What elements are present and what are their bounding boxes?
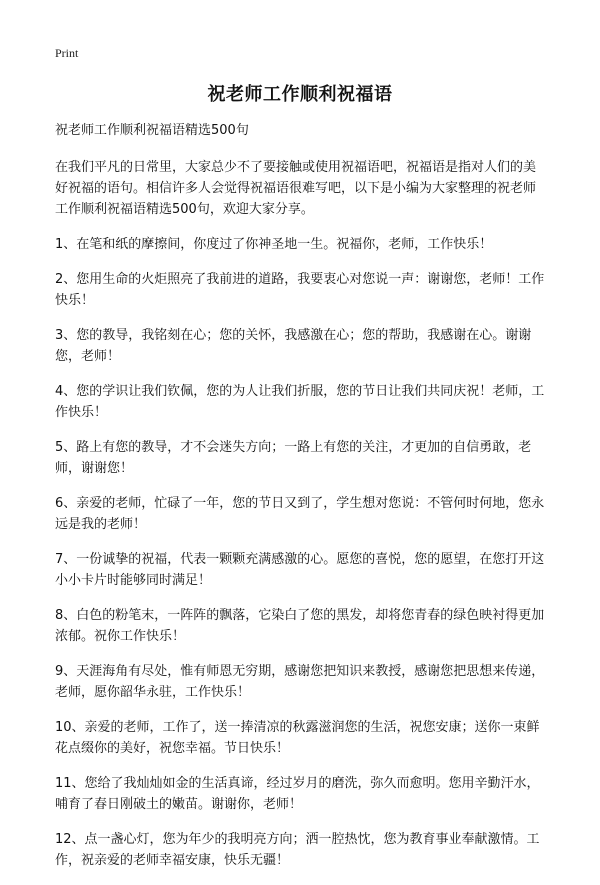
list-item: 6、亲爱的老师，忙碌了一年，您的节日又到了，学生想对您说：不管何时何地，您永远是我的老师！ bbox=[55, 496, 545, 532]
list-item: 10、亲爱的老师，工作了，送一捧清凉的秋露滋润您的生活，祝您安康；送你一束鲜花点缀你的美好，祝您幸福。节日快乐！ bbox=[55, 720, 540, 756]
list-item: 2、您用生命的火炬照亮了我前进的道路，我要衷心对您说一声：谢谢您，老师！工作快乐！ bbox=[55, 272, 545, 308]
list-item: 3、您的教导，我铭刻在心；您的关怀，我感激在心；您的帮助，我感谢在心。谢谢您，老师！ bbox=[55, 328, 532, 364]
list-item: 9、天涯海角有尽处，惟有师恩无穷期，感谢您把知识来教授，感谢您把思想来传递，老师，愿你韶华永驻，工作快乐！ bbox=[55, 664, 545, 700]
article-body bbox=[55, 120, 548, 885]
article-subtitle: 祝老师工作顺利祝福语精选500句 bbox=[55, 123, 249, 138]
page-title: 祝老师工作顺利祝福语 bbox=[207, 84, 393, 105]
list-item: 12、点一盏心灯，您为年少的我明亮方向；洒一腔热忱，您为教育事业奉献激情。工作，祝亲爱的老师幸福安康，快乐无疆！ bbox=[55, 832, 540, 868]
list-item: 11、您给了我灿灿如金的生活真谛，经过岁月的磨洗，弥久而愈明。您用辛勤汗水，哺育了春日刚破土的嫩苗。谢谢你，老师！ bbox=[55, 776, 540, 812]
list-item: 1、在笔和纸的摩擦间，你度过了你神圣地一生。祝福你，老师，工作快乐！ bbox=[55, 237, 493, 252]
intro-paragraph: 在我们平凡的日常里，大家总少不了要接触或使用祝福语吧，祝福语是指对人们的美好祝福的语句。相信许多人会觉得祝福语很难写吧，以下是小编为大家整理的祝老师工作顺利祝福语精选500句，欢迎大家分享。 bbox=[55, 160, 537, 217]
list-item: 5、路上有您的教导，才不会迷失方向；一路上有您的关注，才更加的自信勇敢，老师，谢谢您！ bbox=[55, 440, 532, 476]
list-item: 4、您的学识让我们钦佩，您的为人让我们折服，您的节日让我们共同庆祝！老师，工作快乐！ bbox=[55, 384, 545, 420]
print-link[interactable]: Print bbox=[55, 46, 79, 60]
list-item: 8、白色的粉笔末，一阵阵的飘落，它染白了您的黑发，却将您青春的绿色映衬得更加浓郁。祝你工作快乐！ bbox=[55, 608, 545, 644]
list-item: 7、一份诚挚的祝福，代表一颗颗充满感激的心。愿您的喜悦，您的愿望，在您打开这小小卡片时能够同时满足！ bbox=[55, 552, 545, 588]
